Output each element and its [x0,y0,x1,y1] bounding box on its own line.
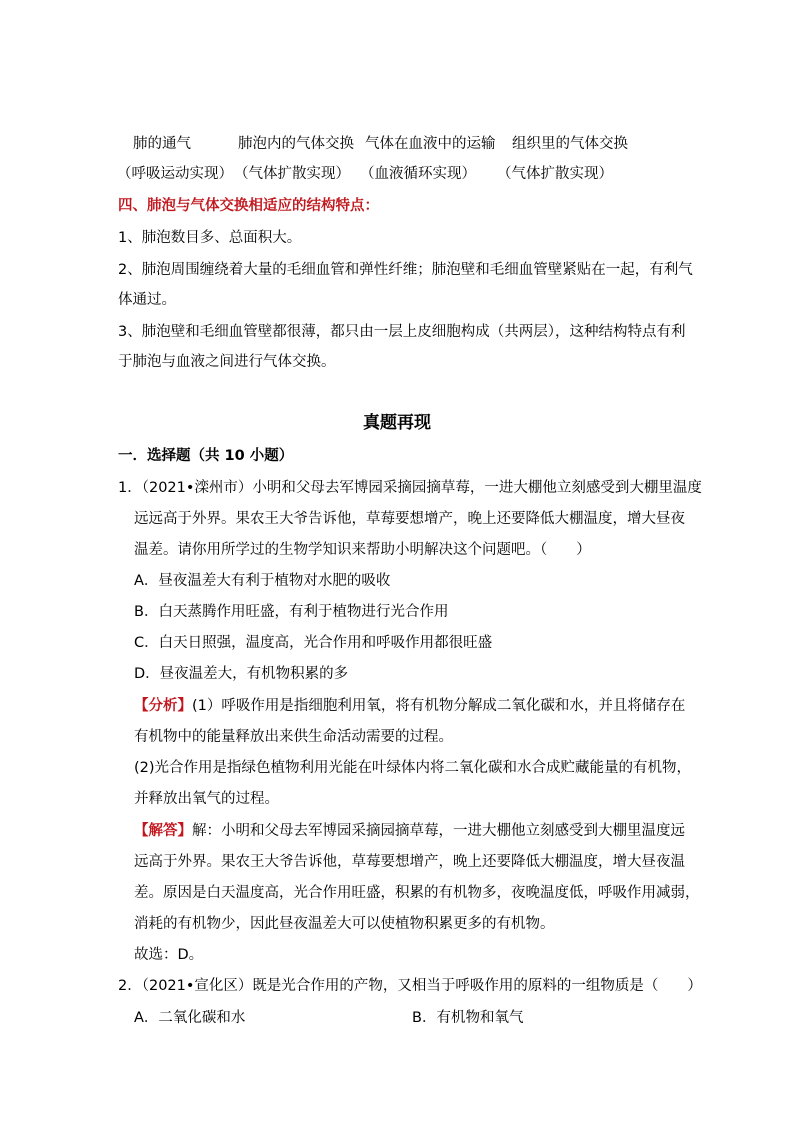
analysis-line [134,696,685,716]
question-text: 远远高于外界。果农王大爷告诉他，草莓要想增产，晚上还要降低大棚温度，增大昼夜 [134,511,685,527]
answer-text: 差。原因是白天温度高，光合作用旺盛，积累的有机物多，夜晚温度低，呼吸作用减弱， [134,885,700,901]
answer-tag: 【解答】 [134,823,192,839]
flow-step-blood-transport: 气体在血液中的运输 [365,136,496,152]
section-heading: 四、肺泡与气体交换相适应的结构特点： [118,198,379,214]
page-title: 真题再现 [363,413,431,433]
flow-step-lung-ventilation: 肺的通气 [133,136,191,152]
flow-note-2: （气体扩散实现） [234,166,350,182]
paragraph: 3、肺泡壁和毛细血管壁都很薄，都只由一层上皮细胞构成（共两层），这种结构特点有利 [118,324,686,340]
answer-text: 远高于外界。果农王大爷告诉他，草莓要想增产，晚上还要降低大棚温度，增大昼夜温 [134,854,685,870]
paragraph: 1、肺泡数目多、总面积大。 [118,230,302,246]
analysis-text: 并释放出氧气的过程。 [134,791,279,807]
analysis-text: 有机物中的能量释放出来供生命活动需要的过程。 [134,729,453,745]
answer-text: 消耗的有机物少，因此昼夜温差大可以使植物积累更多的有机物。 [134,916,555,932]
analysis-text: (2)光合作用是指绿色植物利用光能在叶绿体内将二氧化碳和水合成贮藏能量的有机物， [134,760,692,776]
part-heading: 一．选择题（共 10 小题） [118,448,294,464]
option-c: C．白天日照强，温度高，光合作用和呼吸作用都很旺盛 [134,635,493,651]
paragraph: 2、肺泡周围缠绕着大量的毛细血管和弹性纤维；肺泡壁和毛细血管壁紧贴在一起，有利气 [118,262,693,278]
question-text: 2．（2021•宣化区）既是光合作用的产物，又相当于呼吸作用的原料的一组物质是（ ） [118,978,702,994]
answer-text: 解：小明和父母去军博园采摘园摘草莓，一进大棚他立刻感受到大棚里温度远 [192,823,685,839]
analysis-tag: 【分析】 [134,698,192,714]
paragraph: 体通过。 [118,292,176,308]
answer-choice: 故选：D。 [134,947,204,963]
question-text: 温差。请你用所学过的生物学知识来帮助小明解决这个问题吧。（ ） [134,542,591,558]
paragraph: 于肺泡与血液之间进行气体交换。 [118,354,336,370]
option-a: A．二氧化碳和水 [134,1010,246,1026]
analysis-text: (1）呼吸作用是指细胞利用氧，将有机物分解成二氧化碳和水，并且将储存在 [192,698,686,714]
flow-note-3: （血液循环实现） [360,166,476,182]
flow-step-tissue-exchange: 组织里的气体交换 [512,136,628,152]
flow-note-1: （呼吸运动实现） [117,166,233,182]
option-b: B．有机物和氧气 [412,1010,524,1026]
option-d: D．昼夜温差大，有机物积累的多 [134,666,349,682]
flow-step-alveolar-exchange: 肺泡内的气体交换 [238,136,354,152]
answer-line [134,821,685,841]
option-b: B．白天蒸腾作用旺盛，有利于植物进行光合作用 [134,604,449,620]
option-a: A．昼夜温差大有利于植物对水肥的吸收 [134,573,391,589]
question-text: 1．（2021•滦州市）小明和父母去军博园采摘园摘草莓，一进大棚他立刻感受到大棚里温度 [118,480,702,496]
flow-note-4: （气体扩散实现） [497,166,613,182]
